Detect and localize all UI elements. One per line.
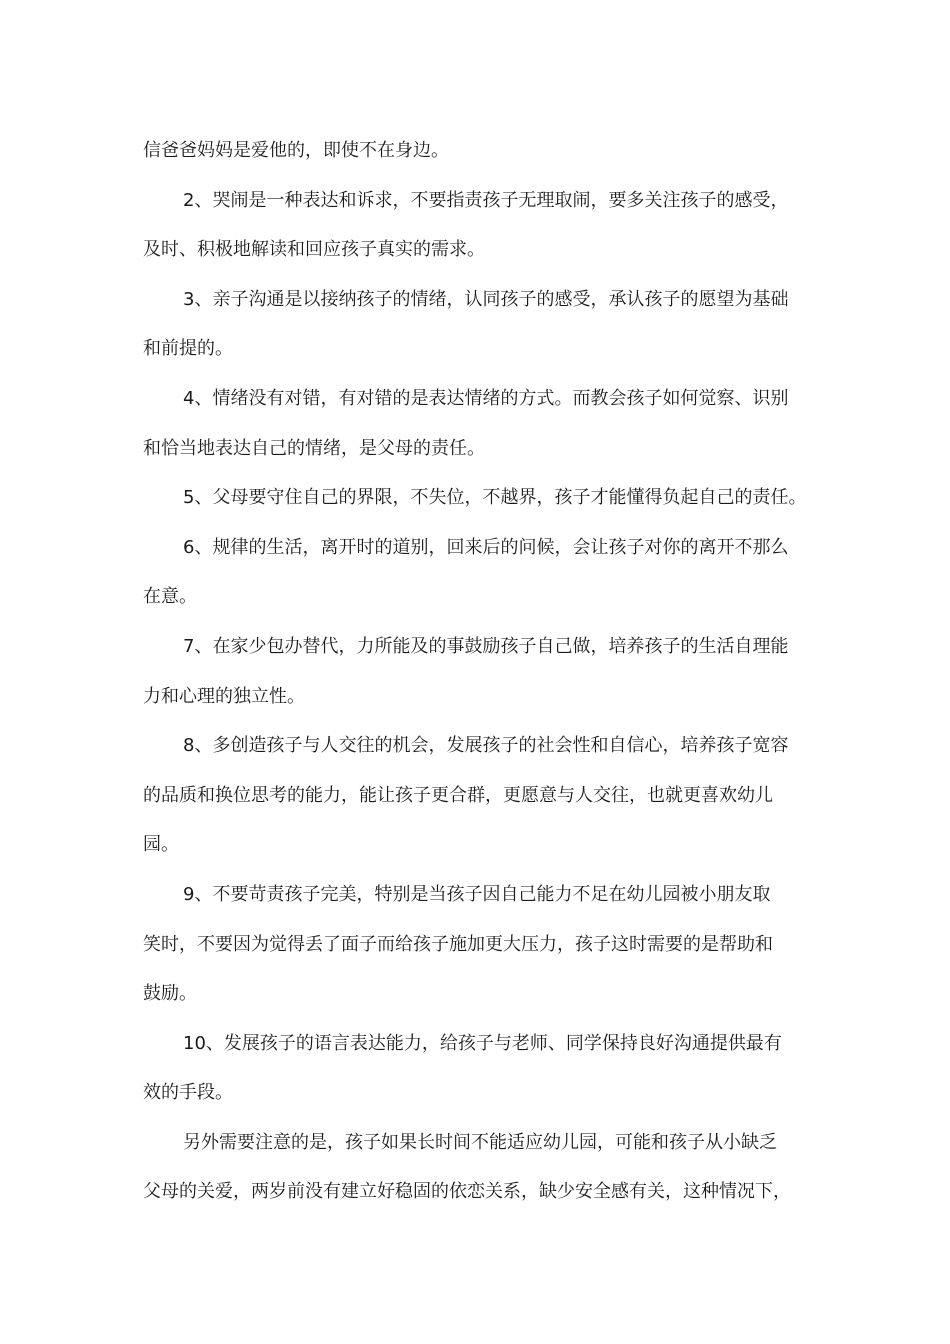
- text-line: 及时、积极地解读和回应孩子真实的需求。: [143, 239, 485, 261]
- text-line: 父母的关爱，两岁前没有建立好稳固的依恋关系，缺少安全感有关，这种情况下，: [143, 1181, 791, 1203]
- text-line: 信爸爸妈妈是爱他的，即使不在身边。: [143, 140, 449, 161]
- text-line: 8、多创造孩子与人交往的机会，发展孩子的社会性和自信心，培养孩子宽容: [183, 735, 789, 757]
- text-line: 另外需要注意的是，孩子如果长时间不能适应幼儿园，可能和孩子从小缺乏: [183, 1131, 777, 1153]
- text-line: 7、在家少包办替代，力所能及的事鼓励孩子自己做，培养孩子的生活自理能: [183, 635, 789, 657]
- text-line: 效的手段。: [143, 1082, 233, 1104]
- text-line: 力和心理的独立性。: [143, 685, 305, 707]
- text-line: 5、父母要守住自己的界限，不失位，不越界，孩子才能懂得负起自己的责任。: [183, 487, 807, 509]
- text-line: 的品质和换位思考的能力，能让孩子更合群，更愿意与人交往，也就更喜欢幼儿: [143, 784, 773, 806]
- text-line: 和恰当地表达自己的情绪，是父母的责任。: [143, 437, 485, 459]
- text-line: 10、发展孩子的语言表达能力，给孩子与老师、同学保持良好沟通提供最有: [183, 1032, 782, 1054]
- text-line: 在意。: [143, 586, 197, 608]
- text-line: 园。: [143, 834, 179, 856]
- text-line: 鼓励。: [143, 983, 197, 1005]
- document-body: [143, 126, 808, 1217]
- text-line: 3、亲子沟通是以接纳孩子的情绪，认同孩子的感受，承认孩子的愿望为基础: [183, 288, 789, 310]
- text-line: 2、哭闹是一种表达和诉求，不要指责孩子无理取闹，要多关注孩子的感受，: [183, 189, 789, 211]
- text-line: 4、情绪没有对错，有对错的是表达情绪的方式。而教会孩子如何觉察、识别: [183, 387, 789, 409]
- text-line: 9、不要苛责孩子完美，特别是当孩子因自己能力不足在幼儿园被小朋友取: [183, 883, 771, 905]
- text-line: 和前提的。: [143, 338, 233, 360]
- text-line: 6、规律的生活，离开时的道别，回来后的问候，会让孩子对你的离开不那么: [183, 536, 789, 558]
- text-line: 笑时，不要因为觉得丢了面子而给孩子施加更大压力，孩子这时需要的是帮助和: [143, 933, 773, 955]
